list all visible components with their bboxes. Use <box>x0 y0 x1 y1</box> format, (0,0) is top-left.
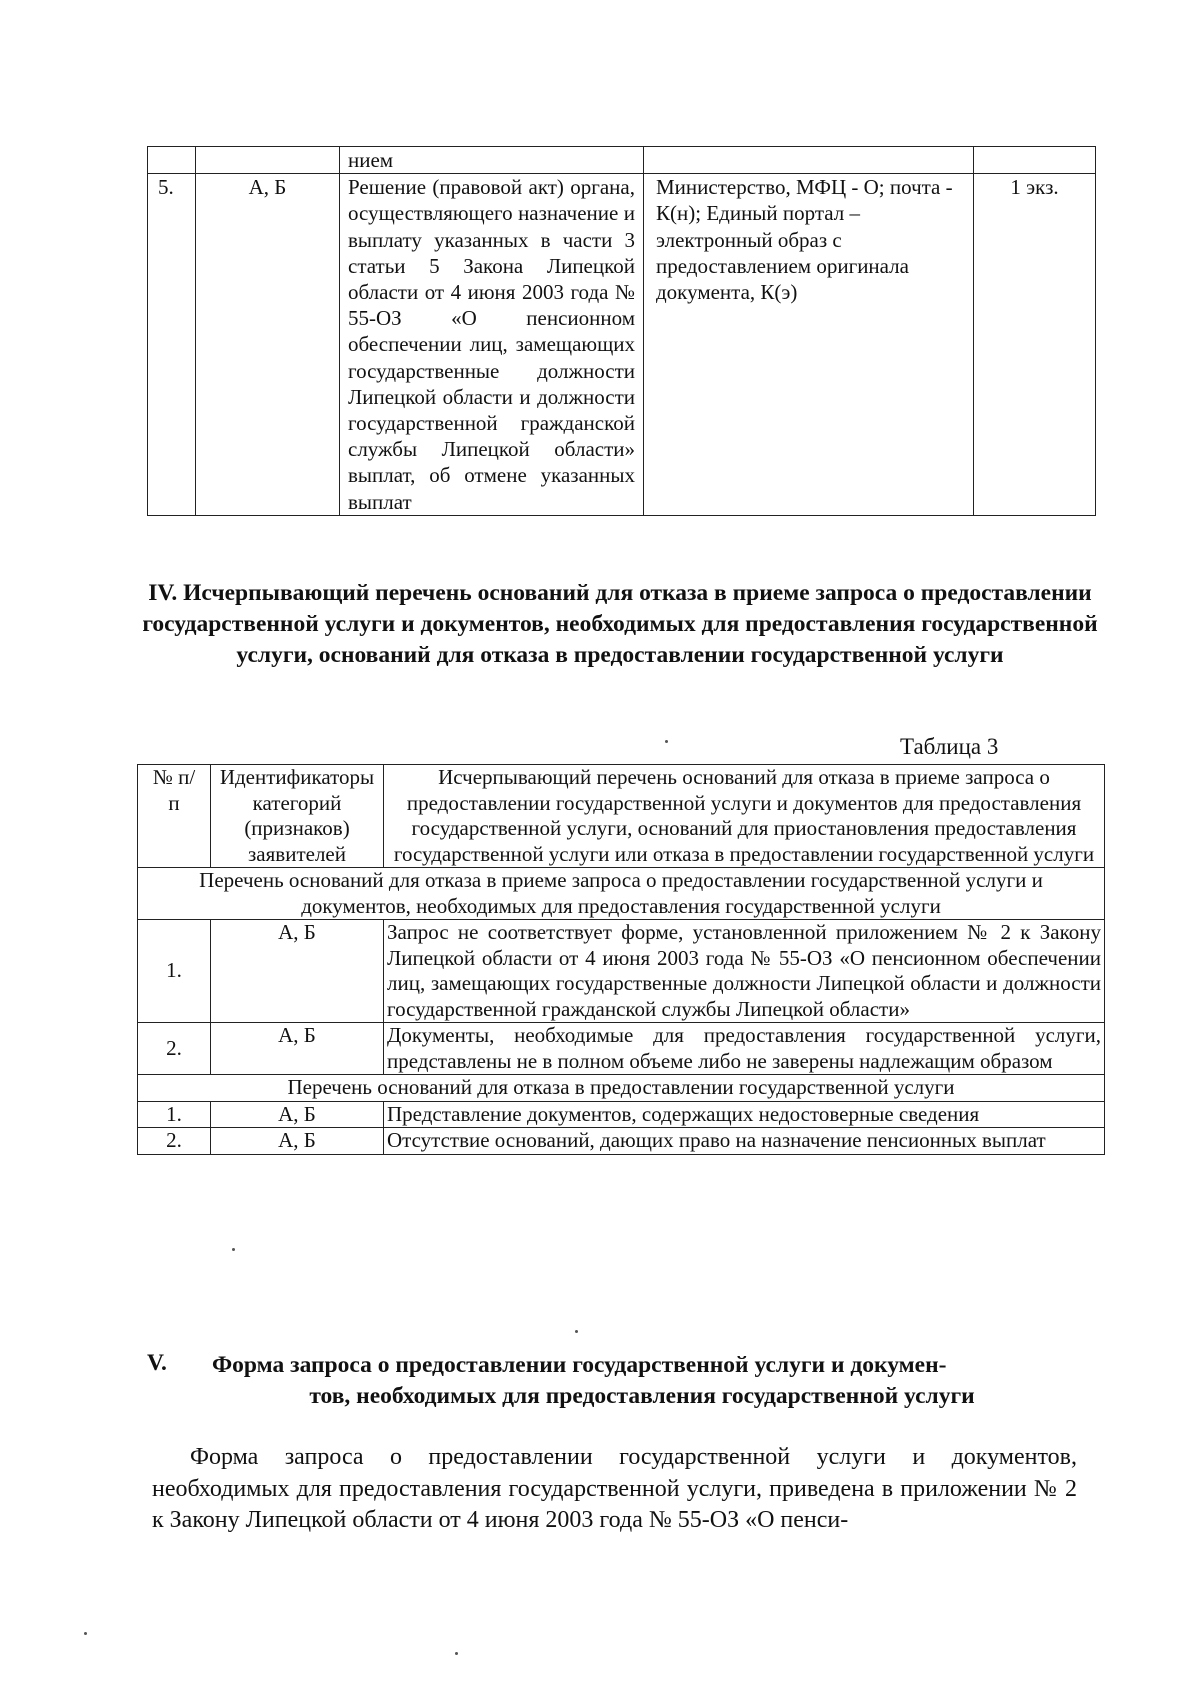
table-cell: нием <box>340 147 644 174</box>
section-number: V. <box>147 1350 167 1376</box>
group-title: Перечень оснований для отказа в приеме запроса о предоставлении государственной услуги и документов, необходимых для предоставления государственной услуги <box>138 868 1105 920</box>
section-heading-line: Форма запроса о предоставлении государственной услуги и докумен- <box>212 1352 947 1378</box>
header-num: № п/п <box>138 765 211 868</box>
submission-method: Министерство, МФЦ - О; почта - К(н); Единый портал – электронный образ с предоставлением оригинала документа, К(э) <box>644 174 974 516</box>
applicant-categories: А, Б <box>211 1128 384 1155</box>
applicant-categories: А, Б <box>211 920 384 1023</box>
applicant-categories: А, Б <box>196 174 340 516</box>
section-heading-line: тов, необходимых для предоставления государственной услуги <box>309 1383 975 1409</box>
group-title: Перечень оснований для отказа в предоставлении государственной услуги <box>138 1075 1105 1102</box>
table-row <box>148 174 1096 516</box>
group-title-row <box>138 868 1105 920</box>
copies-count: 1 экз. <box>974 174 1096 516</box>
table-row <box>138 1128 1105 1155</box>
scan-speck <box>665 740 668 743</box>
header-categories: Идентификаторы категорий (признаков) заявителей <box>211 765 384 868</box>
body-paragraph: Форма запроса о предоставлении государственной услуги и документов, необходимых для предоставления государственной услуги, приведена в приложении № 2 к Закону Липецкой области от 4 июня 2003 года № 55-ОЗ «О пенси- <box>152 1444 1077 1533</box>
section-heading: IV. Исчерпывающий перечень оснований для отказа в приеме запроса о предоставлении государственной услуги и документов, необходимых для предоставления государственной услуги, оснований для отказа в предоставлении государственной услуги <box>142 580 1098 668</box>
group-title-row <box>138 1075 1105 1102</box>
table-row <box>138 1101 1105 1128</box>
applicant-categories: А, Б <box>211 1023 384 1075</box>
header-reasons: Исчерпывающий перечень оснований для отказа в приеме запроса о предоставлении государственной услуги и документов для предоставления государственной услуги, оснований для приостановления предоставления государственной услуги или отказа в предоставлении государственной услуги <box>384 765 1105 868</box>
row-number: 1. <box>138 920 211 1023</box>
refusal-grounds-table <box>137 764 1105 1155</box>
table-row <box>138 920 1105 1023</box>
scan-speck <box>84 1632 87 1635</box>
refusal-reason: Запрос не соответствует форме, установленной приложением № 2 к Закону Липецкой области от 4 июня 2003 года № 55-ОЗ «О пенсионном обеспечении лиц, замещающих государственные должности Липецкой области и должности государственной гражданской службы Липецкой области» <box>384 920 1105 1023</box>
scan-speck <box>455 1652 458 1655</box>
table-caption: Таблица 3 <box>900 734 999 759</box>
row-number: 2. <box>138 1128 211 1155</box>
section-heading <box>212 1350 1072 1412</box>
row-number: 1. <box>138 1101 211 1128</box>
scan-speck <box>575 1330 578 1333</box>
table-row <box>148 147 1096 174</box>
table-header-row <box>138 765 1105 868</box>
scan-speck <box>232 1248 235 1251</box>
row-number: 5. <box>148 174 196 516</box>
table-row <box>138 1023 1105 1075</box>
document-description: Решение (правовой акт) органа, осуществляющего назначение и выплату указанных в части 3 статьи 5 Закона Липецкой области от 4 июня 2003 года № 55-ОЗ «О пенсионном обеспечении лиц, замещающих государственные должности Липецкой области и должности государственной гражданской службы Липецкой области» выплат, об отмене указанных выплат <box>340 174 644 516</box>
refusal-reason: Отсутствие оснований, дающих право на назначение пенсионных выплат <box>384 1128 1105 1155</box>
refusal-reason: Документы, необходимые для предоставления государственной услуги, представлены не в полном объеме либо не заверены надлежащим образом <box>384 1023 1105 1075</box>
documents-table <box>147 146 1096 516</box>
row-number: 2. <box>138 1023 211 1075</box>
refusal-reason: Представление документов, содержащих недостоверные сведения <box>384 1101 1105 1128</box>
applicant-categories: А, Б <box>211 1101 384 1128</box>
